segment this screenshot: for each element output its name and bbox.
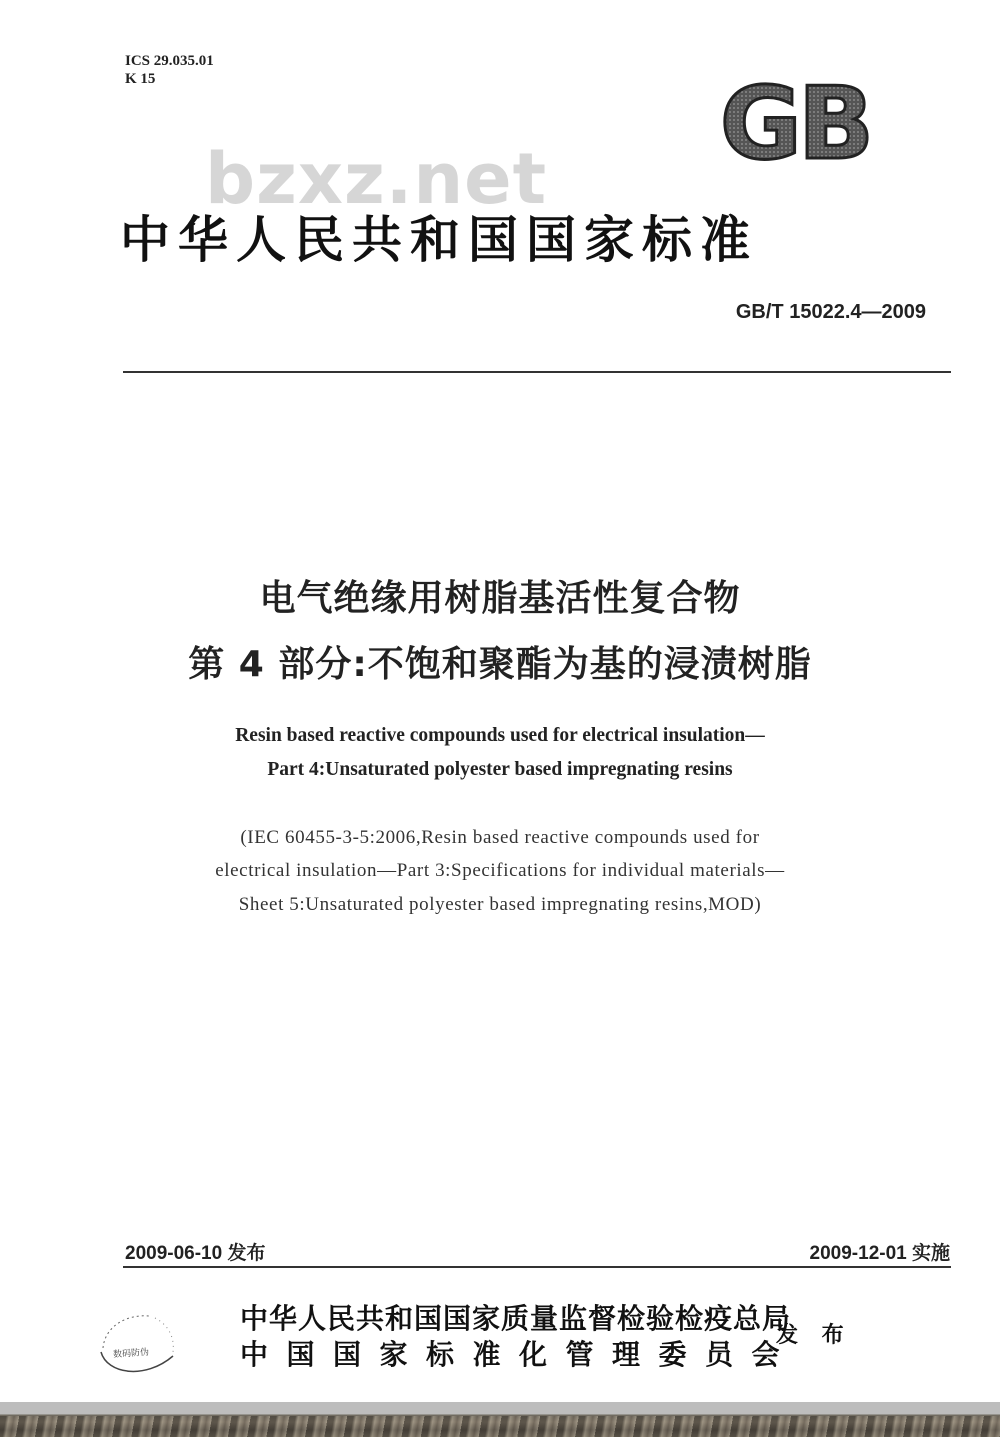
iec-reference-line3: Sheet 5:Unsaturated polyester based impregnating resins,MOD)	[238, 894, 762, 915]
ccs-code: K 15	[125, 71, 156, 87]
anti-counterfeit-stamp-icon	[97, 1308, 179, 1380]
bottom-divider	[123, 1266, 951, 1268]
standard-number: GB/T 15022.4—2009	[735, 301, 926, 323]
en-title-line2: Part 4:Unsaturated polyester based impregnating resins	[267, 759, 733, 780]
ics-code: ICS 29.035.01	[125, 53, 214, 69]
implement-date: 2009-12-01 实施	[809, 1243, 950, 1264]
classification-codes	[125, 52, 214, 88]
issue-date: 2009-06-10 发布	[125, 1243, 266, 1264]
issuer-line2: 中国国家标准化管理委员会	[240, 1338, 799, 1371]
gb-logo	[700, 70, 890, 170]
cn-title-line1: 电气绝缘用树脂基活性复合物	[259, 578, 741, 619]
publish-label: 发 布	[776, 1322, 852, 1348]
scan-edge-strip	[0, 1402, 1000, 1437]
iec-reference-line1: (IEC 60455-3-5:2006,Resin based reactive compounds used for	[240, 827, 760, 848]
stamp-label: 数码防伪	[112, 1347, 150, 1361]
standard-title: 中华人民共和国国家标准	[120, 210, 758, 269]
issuer-line1: 中华人民共和国国家质量监督检验检疫总局	[240, 1302, 792, 1335]
iec-reference-line2: electrical insulation—Part 3:Specifications for individual materials—	[215, 860, 785, 881]
cn-title-line2: 第 4 部分:不饱和聚酯为基的浸渍树脂	[188, 644, 812, 685]
top-divider	[123, 371, 951, 373]
en-title-line1: Resin based reactive compounds used for electrical insulation—	[235, 725, 765, 746]
gb-logo-text: GB	[719, 70, 871, 170]
watermark: bzxz.net	[205, 138, 548, 220]
